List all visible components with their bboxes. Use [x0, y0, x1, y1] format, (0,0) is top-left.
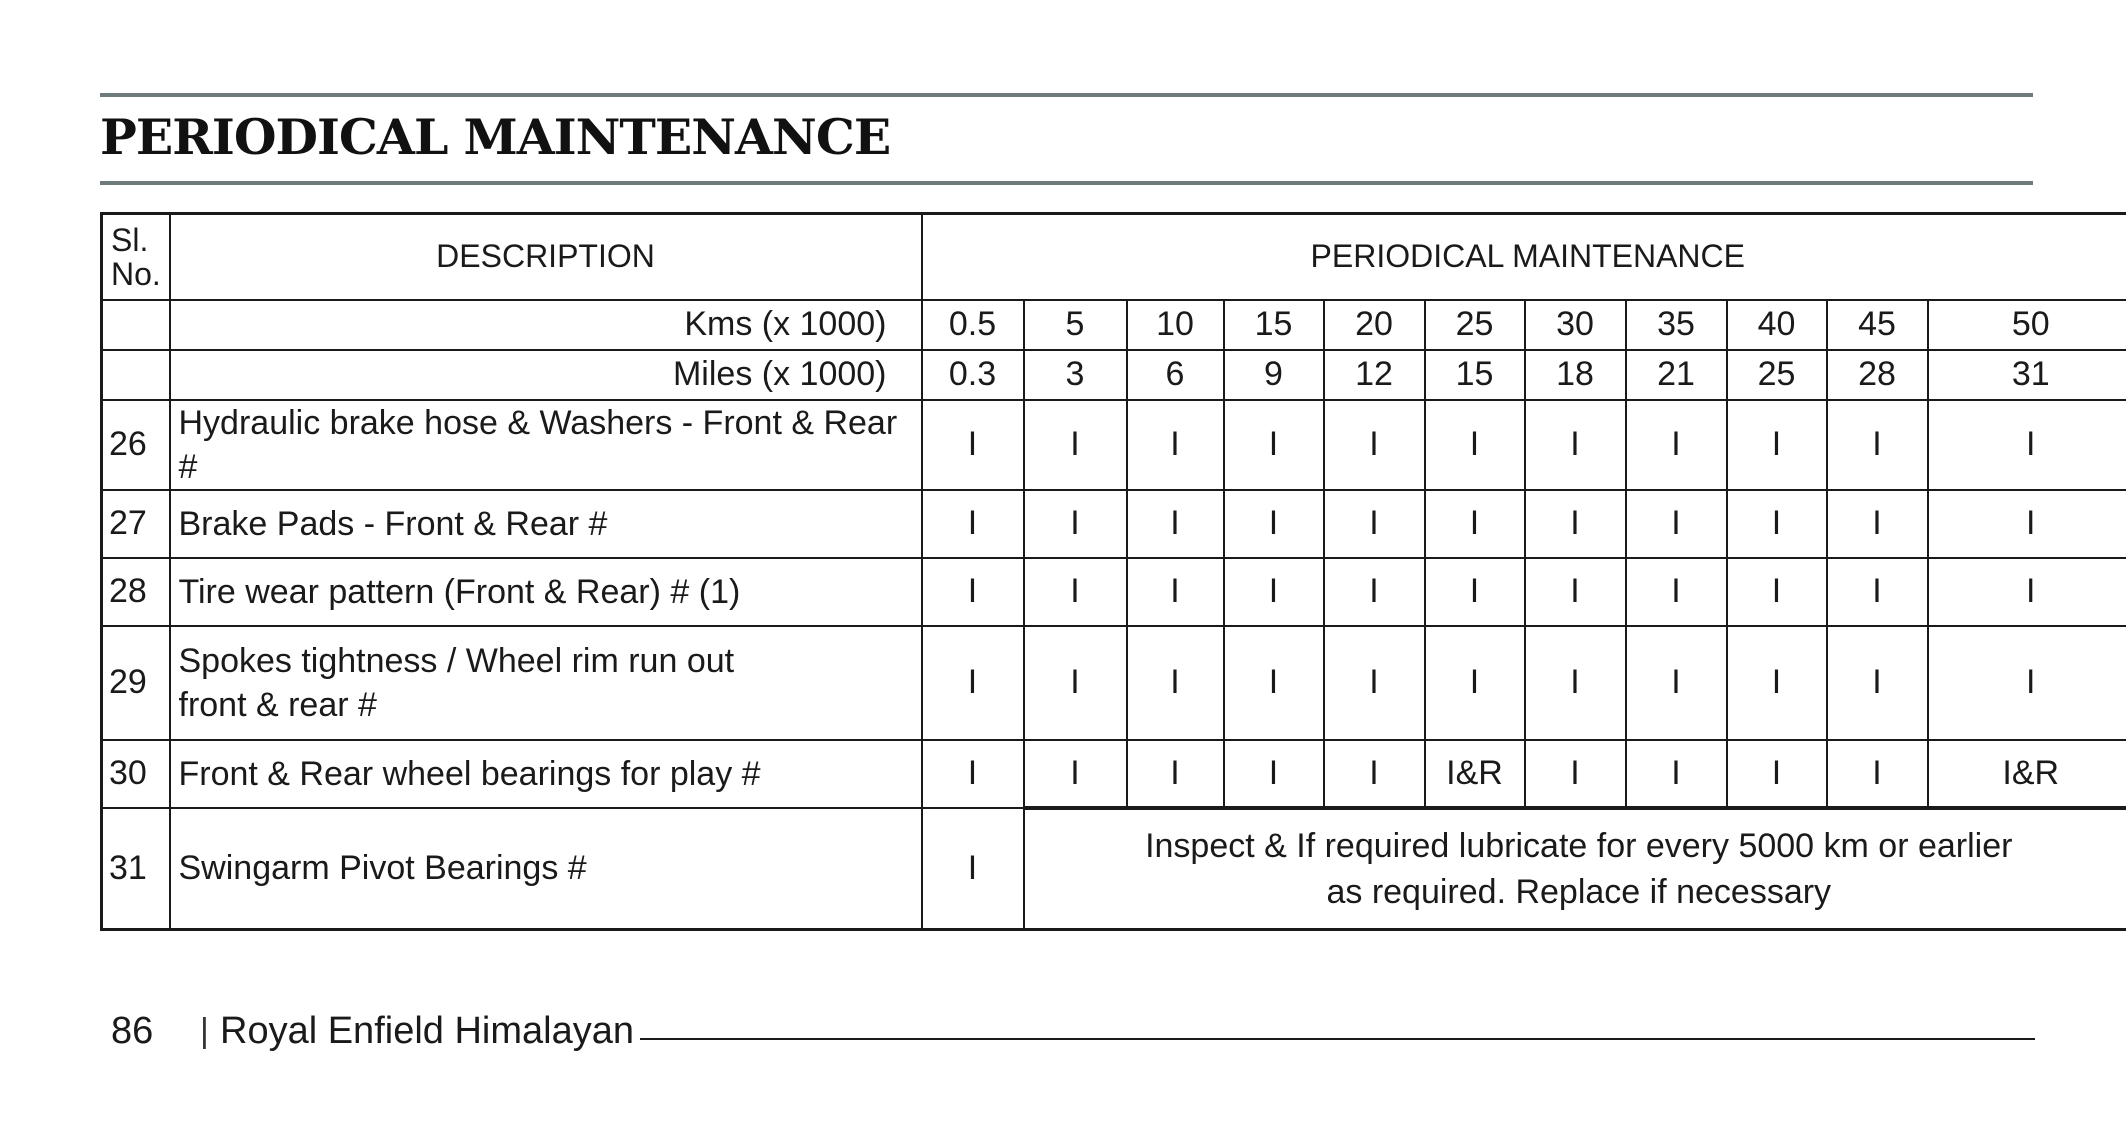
- schedule-cell: I: [1928, 558, 2126, 626]
- kms-value: 15: [1224, 300, 1324, 350]
- kms-row: [102, 300, 2126, 350]
- schedule-cell: I: [1727, 626, 1827, 740]
- miles-value: 15: [1425, 350, 1525, 400]
- schedule-cell: I: [1127, 400, 1224, 490]
- schedule-cell: I: [1626, 490, 1727, 558]
- schedule-cell: I: [1024, 558, 1127, 626]
- schedule-cell: I&R: [1425, 740, 1525, 808]
- kms-value: 35: [1626, 300, 1727, 350]
- page-number: 86: [111, 1010, 154, 1052]
- note-line: as required. Replace if necessary: [1326, 872, 1832, 911]
- miles-value: 18: [1525, 350, 1626, 400]
- schedule-cell: I: [1827, 626, 1928, 740]
- schedule-cell: I: [1224, 626, 1324, 740]
- schedule-cell: I: [1827, 558, 1928, 626]
- footer-rule: [640, 1038, 2035, 1040]
- empty-cell: [102, 350, 170, 400]
- schedule-cell: I: [922, 626, 1024, 740]
- row-description: Swingarm Pivot Bearings #: [170, 808, 922, 930]
- sl-number: 29: [102, 626, 170, 740]
- schedule-cell: I: [922, 558, 1024, 626]
- schedule-cell: I: [922, 400, 1024, 490]
- note-line: Inspect & If required lubricate for every 5000 km or earlier: [1145, 826, 2013, 865]
- kms-value: 30: [1525, 300, 1626, 350]
- schedule-cell: I: [1727, 558, 1827, 626]
- schedule-cell: I: [1024, 740, 1127, 808]
- miles-value: 25: [1727, 350, 1827, 400]
- kms-value: 20: [1324, 300, 1425, 350]
- schedule-cell: I: [1626, 558, 1727, 626]
- schedule-cell: I: [1525, 558, 1626, 626]
- periodical-maintenance-header: PERIODICAL MAINTENANCE: [922, 214, 2126, 300]
- schedule-cell: I: [1224, 740, 1324, 808]
- schedule-cell: I&R: [1928, 740, 2126, 808]
- schedule-cell: I: [1324, 400, 1425, 490]
- schedule-cell: I: [1827, 400, 1928, 490]
- footer-separator: |: [200, 1012, 209, 1050]
- header-row: [102, 214, 2126, 300]
- table-row: [102, 808, 2126, 930]
- row-description: Spokes tightness / Wheel rim run out front & rear #: [170, 626, 922, 740]
- schedule-cell: I: [1525, 490, 1626, 558]
- page-title: PERIODICAL MAINTENANCE: [100, 108, 891, 166]
- sl-number: 26: [102, 400, 170, 490]
- schedule-cell: I: [1224, 558, 1324, 626]
- schedule-cell: I: [1626, 400, 1727, 490]
- schedule-cell: I: [1224, 490, 1324, 558]
- book-title: Royal Enfield Himalayan: [220, 1010, 634, 1052]
- schedule-cell: I: [1224, 400, 1324, 490]
- schedule-cell: I: [1024, 400, 1127, 490]
- schedule-cell: I: [922, 490, 1024, 558]
- schedule-cell: I: [1324, 626, 1425, 740]
- table-row: [102, 626, 2126, 740]
- schedule-cell: I: [1425, 558, 1525, 626]
- table-row: [102, 740, 2126, 808]
- schedule-cell: I: [1127, 740, 1224, 808]
- schedule-cell: I: [1525, 400, 1626, 490]
- schedule-cell: I: [1024, 490, 1127, 558]
- sl-number: 31: [102, 808, 170, 930]
- table-row: [102, 558, 2126, 626]
- schedule-cell: I: [1324, 558, 1425, 626]
- miles-value: 28: [1827, 350, 1928, 400]
- kms-label: Kms (x 1000): [170, 300, 922, 350]
- kms-value: 25: [1425, 300, 1525, 350]
- row-description: Front & Rear wheel bearings for play #: [170, 740, 922, 808]
- schedule-cell: I: [922, 808, 1024, 930]
- miles-value: 0.3: [922, 350, 1024, 400]
- kms-value: 5: [1024, 300, 1127, 350]
- kms-value: 50: [1928, 300, 2126, 350]
- miles-value: 3: [1024, 350, 1127, 400]
- schedule-cell: I: [1727, 740, 1827, 808]
- schedule-cell: I: [1827, 490, 1928, 558]
- schedule-cell: I: [1928, 400, 2126, 490]
- miles-value: 21: [1626, 350, 1727, 400]
- schedule-cell: I: [1024, 626, 1127, 740]
- schedule-cell: I: [1425, 626, 1525, 740]
- schedule-cell: I: [1127, 558, 1224, 626]
- schedule-cell: I: [1626, 626, 1727, 740]
- maintenance-table: [100, 212, 2126, 931]
- kms-value: 10: [1127, 300, 1224, 350]
- miles-label: Miles (x 1000): [170, 350, 922, 400]
- schedule-cell: I: [1928, 490, 2126, 558]
- miles-value: 12: [1324, 350, 1425, 400]
- schedule-cell: I: [1425, 400, 1525, 490]
- schedule-cell: I: [1525, 626, 1626, 740]
- table-row: [102, 400, 2126, 490]
- schedule-cell: I: [1525, 740, 1626, 808]
- sl-number: 30: [102, 740, 170, 808]
- empty-cell: [102, 300, 170, 350]
- schedule-cell: I: [1626, 740, 1727, 808]
- table-row: [102, 490, 2126, 558]
- kms-value: 0.5: [922, 300, 1024, 350]
- kms-value: 45: [1827, 300, 1928, 350]
- schedule-cell: I: [922, 740, 1024, 808]
- schedule-cell: I: [1727, 490, 1827, 558]
- title-underline: [100, 181, 2033, 185]
- schedule-cell: I: [1324, 490, 1425, 558]
- schedule-cell: I: [1127, 490, 1224, 558]
- top-rule: [100, 93, 2033, 97]
- schedule-cell: I: [1928, 626, 2126, 740]
- schedule-cell: I: [1127, 626, 1224, 740]
- sl-number: 28: [102, 558, 170, 626]
- kms-value: 40: [1727, 300, 1827, 350]
- miles-value: 31: [1928, 350, 2126, 400]
- miles-row: [102, 350, 2126, 400]
- miles-value: 6: [1127, 350, 1224, 400]
- schedule-cell: I: [1324, 740, 1425, 808]
- schedule-cell: I: [1727, 400, 1827, 490]
- description-header: DESCRIPTION: [170, 214, 922, 300]
- row-description: Tire wear pattern (Front & Rear) # (1): [170, 558, 922, 626]
- schedule-cell: I: [1425, 490, 1525, 558]
- miles-value: 9: [1224, 350, 1324, 400]
- schedule-cell: I: [1827, 740, 1928, 808]
- maintenance-note: [1024, 808, 2126, 930]
- row-description: Brake Pads - Front & Rear #: [170, 490, 922, 558]
- sl-no-header: Sl. No.: [102, 214, 170, 300]
- row-description: Hydraulic brake hose & Washers - Front & Rear #: [170, 400, 922, 490]
- sl-number: 27: [102, 490, 170, 558]
